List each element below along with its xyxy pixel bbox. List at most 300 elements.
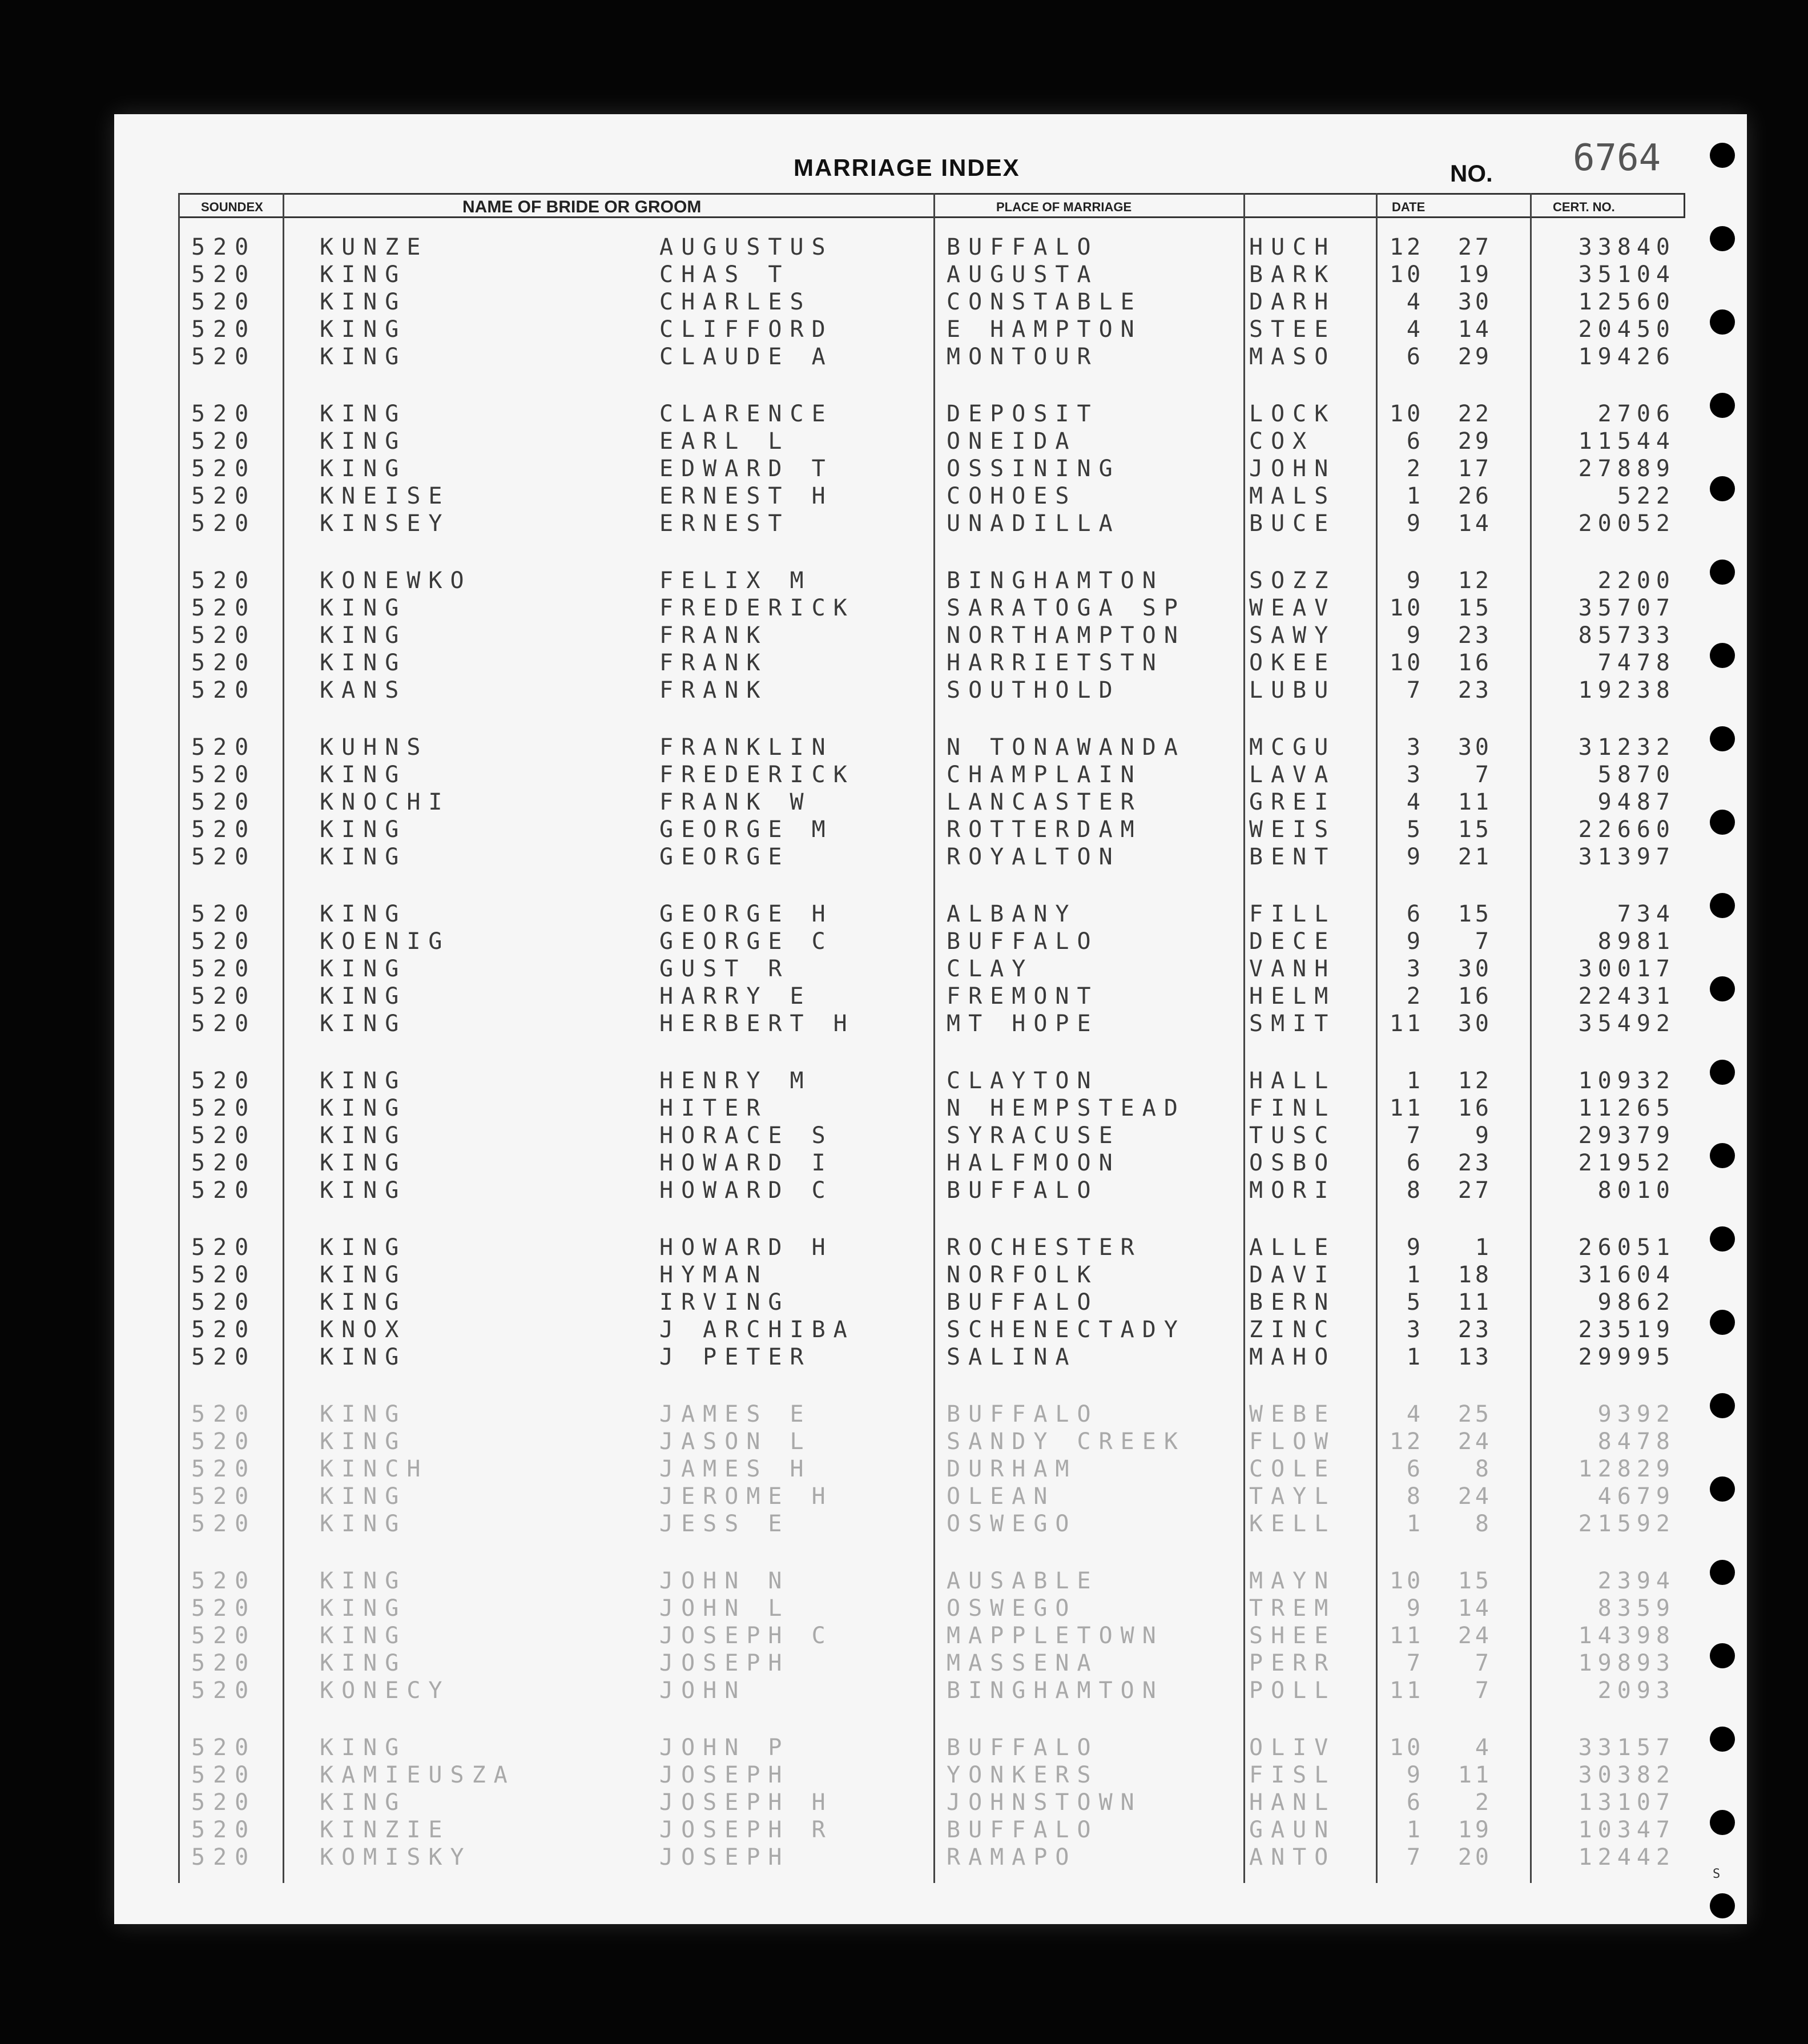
cell-place: BINGHAMTON [947, 568, 1164, 594]
cell-place: BUFFALO [947, 928, 1099, 955]
table-row [114, 344, 1747, 371]
column-header-bar [178, 193, 1685, 218]
punch-hole [1710, 1810, 1735, 1835]
card-number: 6764 [1573, 137, 1661, 179]
cell-given: HOWARD H [659, 1234, 833, 1261]
cell-day: 26 [1457, 483, 1492, 509]
cell-day: 12 [1457, 568, 1492, 594]
cell-sx: 520 [191, 1122, 257, 1149]
table-row [114, 568, 1747, 595]
cell-cert: 734 [1617, 901, 1676, 927]
cell-surname: KOENIG [320, 928, 450, 955]
cell-day: 24 [1457, 1429, 1492, 1455]
cell-surname: KONECY [320, 1677, 450, 1704]
cell-officiant: BARK [1249, 261, 1336, 288]
cell-given: JOSEPH [659, 1650, 790, 1676]
cell-officiant: COLE [1249, 1456, 1336, 1482]
cell-sx: 520 [191, 622, 257, 649]
cell-sx: 520 [191, 1262, 257, 1288]
cell-day: 16 [1457, 1095, 1492, 1121]
cell-month: 8 [1406, 1177, 1424, 1204]
table-row [114, 1677, 1747, 1705]
cell-given: JEROME H [659, 1483, 833, 1510]
cell-day: 27 [1457, 234, 1492, 260]
cell-surname: KOMISKY [320, 1844, 472, 1870]
cell-given: JOHN [659, 1677, 747, 1704]
table-row [114, 1456, 1747, 1483]
cell-day: 11 [1457, 789, 1492, 815]
cell-surname: KING [320, 1568, 407, 1594]
cell-sx: 520 [191, 1762, 257, 1788]
cell-cert: 8478 [1597, 1429, 1676, 1455]
cell-officiant: KELL [1249, 1511, 1336, 1537]
cell-day: 7 [1475, 762, 1492, 788]
cell-sx: 520 [191, 1677, 257, 1704]
cell-cert: 8359 [1597, 1595, 1676, 1621]
table-row [114, 1289, 1747, 1317]
cell-month: 11 [1390, 1677, 1424, 1704]
cell-place: BUFFALO [947, 234, 1099, 260]
table-row [114, 289, 1747, 316]
cell-sx: 520 [191, 1650, 257, 1676]
cell-place: OSSINING [947, 456, 1121, 482]
cell-officiant: LUBU [1249, 677, 1336, 703]
table-row [114, 789, 1747, 816]
cell-officiant: ALLE [1249, 1234, 1336, 1261]
punch-hole [1710, 893, 1735, 918]
cell-sx: 520 [191, 1095, 257, 1121]
cell-day: 29 [1457, 344, 1492, 370]
cell-month: 7 [1406, 1844, 1424, 1870]
cell-officiant: FLOW [1249, 1429, 1336, 1455]
cell-given: GEORGE M [659, 816, 833, 843]
punch-hole [1710, 143, 1735, 168]
cell-given: AUGUSTUS [659, 234, 833, 260]
cell-month: 7 [1406, 677, 1424, 703]
cell-surname: KINSEY [320, 510, 450, 537]
cell-cert: 30017 [1578, 956, 1676, 982]
cell-surname: KING [320, 1177, 407, 1204]
cell-given: CLAUDE A [659, 344, 833, 370]
cell-month: 12 [1390, 1429, 1424, 1455]
table-row [114, 1650, 1747, 1677]
cell-cert: 8981 [1597, 928, 1676, 955]
cell-given: JASON L [659, 1429, 812, 1455]
punch-hole [1710, 1727, 1735, 1752]
cell-given: JOSEPH R [659, 1817, 833, 1843]
cell-cert: 22431 [1578, 983, 1676, 1009]
cell-place: OLEAN [947, 1483, 1056, 1510]
cell-day: 14 [1457, 316, 1492, 343]
cell-given: GEORGE H [659, 901, 833, 927]
table-row [114, 595, 1747, 622]
cell-surname: KING [320, 344, 407, 370]
cell-cert: 35104 [1578, 261, 1676, 288]
cell-officiant: GREI [1249, 789, 1336, 815]
cell-sx: 520 [191, 1289, 257, 1315]
cert-header: CERT. NO. [1553, 200, 1615, 214]
cell-officiant: TUSC [1249, 1122, 1336, 1149]
table-row [114, 401, 1747, 428]
cell-surname: KNOCHI [320, 789, 450, 815]
cell-sx: 520 [191, 595, 257, 621]
cell-cert: 31604 [1578, 1262, 1676, 1288]
table-row [114, 1177, 1747, 1205]
cell-given: GUST R [659, 956, 790, 982]
cell-officiant: OLIV [1249, 1735, 1336, 1761]
cell-sx: 520 [191, 1401, 257, 1427]
cell-month: 1 [1406, 1817, 1424, 1843]
cell-sx: 520 [191, 1483, 257, 1510]
cell-given: JAMES E [659, 1401, 812, 1427]
table-row [114, 1844, 1747, 1872]
cell-sx: 520 [191, 316, 257, 343]
cell-officiant: COX [1249, 428, 1315, 454]
cell-given: FRANK [659, 677, 768, 703]
cell-given: JOHN N [659, 1568, 790, 1594]
cell-day: 1 [1475, 1234, 1492, 1261]
cell-place: LANCASTER [947, 789, 1142, 815]
cell-surname: KING [320, 622, 407, 649]
cell-sx: 520 [191, 1735, 257, 1761]
cell-given: J ARCHIBA [659, 1317, 855, 1343]
cell-month: 3 [1406, 762, 1424, 788]
cell-officiant: POLL [1249, 1677, 1336, 1704]
cell-place: BUFFALO [947, 1289, 1099, 1315]
cell-day: 9 [1475, 1122, 1492, 1149]
cell-place: CLAY [947, 956, 1034, 982]
table-row [114, 1789, 1747, 1817]
cell-officiant: WEIS [1249, 816, 1336, 843]
table-row [114, 234, 1747, 261]
cell-day: 8 [1475, 1456, 1492, 1482]
cell-month: 6 [1406, 1789, 1424, 1816]
number-label: NO. [1450, 160, 1493, 187]
cell-cert: 12560 [1578, 289, 1676, 315]
cell-given: HERBERT H [659, 1011, 855, 1037]
cell-day: 19 [1457, 1817, 1492, 1843]
cell-sx: 520 [191, 261, 257, 288]
cell-officiant: TREM [1249, 1595, 1336, 1621]
cell-month: 10 [1390, 261, 1424, 288]
cell-surname: KING [320, 762, 407, 788]
cell-surname: KING [320, 1595, 407, 1621]
cell-month: 4 [1406, 1401, 1424, 1427]
cell-day: 7 [1475, 1650, 1492, 1676]
cell-officiant: VANH [1249, 956, 1336, 982]
cell-month: 9 [1406, 1762, 1424, 1788]
cell-day: 15 [1457, 901, 1492, 927]
punch-hole [1710, 643, 1735, 668]
cell-place: SYRACUSE [947, 1122, 1121, 1149]
cell-day: 22 [1457, 401, 1492, 427]
cell-day: 23 [1457, 1150, 1492, 1176]
cell-surname: KING [320, 816, 407, 843]
cell-cert: 7478 [1597, 650, 1676, 676]
cell-day: 14 [1457, 510, 1492, 537]
cell-place: E HAMPTON [947, 316, 1142, 343]
cell-place: ROCHESTER [947, 1234, 1142, 1261]
cell-sx: 520 [191, 1511, 257, 1537]
cell-place: JOHNSTOWN [947, 1789, 1142, 1816]
cell-officiant: SHEE [1249, 1623, 1336, 1649]
cell-day: 29 [1457, 428, 1492, 454]
cell-place: SARATOGA SP [947, 595, 1186, 621]
cell-place: ROTTERDAM [947, 816, 1142, 843]
cell-day: 30 [1457, 289, 1492, 315]
table-row [114, 1011, 1747, 1038]
table-row [114, 1068, 1747, 1095]
cell-surname: KNOX [320, 1317, 407, 1343]
cell-surname: KING [320, 983, 407, 1009]
cell-month: 11 [1390, 1011, 1424, 1037]
date-header: DATE [1392, 200, 1426, 214]
cell-sx: 520 [191, 983, 257, 1009]
cell-sx: 520 [191, 650, 257, 676]
cell-sx: 520 [191, 1177, 257, 1204]
cell-officiant: FISL [1249, 1762, 1336, 1788]
cell-sx: 520 [191, 1456, 257, 1482]
cell-cert: 12442 [1578, 1844, 1676, 1870]
cell-given: GEORGE [659, 844, 790, 870]
cell-month: 9 [1406, 1234, 1424, 1261]
cell-day: 17 [1457, 456, 1492, 482]
cell-place: SOUTHOLD [947, 677, 1121, 703]
cell-place: BINGHAMTON [947, 1677, 1164, 1704]
cell-cert: 11544 [1578, 428, 1676, 454]
cell-officiant: SMIT [1249, 1011, 1336, 1037]
cell-month: 1 [1406, 1511, 1424, 1537]
cell-given: HOWARD C [659, 1177, 833, 1204]
cell-officiant: TAYL [1249, 1483, 1336, 1510]
cell-officiant: OKEE [1249, 650, 1336, 676]
cell-sx: 520 [191, 956, 257, 982]
cell-officiant: ANTO [1249, 1844, 1336, 1870]
cell-day: 21 [1457, 844, 1492, 870]
cell-day: 7 [1475, 928, 1492, 955]
name-header: NAME OF BRIDE OR GROOM [462, 198, 702, 216]
cell-cert: 13107 [1578, 1789, 1676, 1816]
cell-given: JOSEPH [659, 1762, 790, 1788]
table-row [114, 677, 1747, 705]
cell-day: 11 [1457, 1289, 1492, 1315]
cell-surname: KNEISE [320, 483, 450, 509]
cell-cert: 29995 [1578, 1344, 1676, 1370]
cell-place: ROYALTON [947, 844, 1121, 870]
cell-cert: 33840 [1578, 234, 1676, 260]
cell-officiant: SOZZ [1249, 568, 1336, 594]
cell-day: 4 [1475, 1735, 1492, 1761]
cell-given: HARRY E [659, 983, 812, 1009]
punch-hole [1710, 226, 1735, 251]
cell-officiant: HANL [1249, 1789, 1336, 1816]
page-title: MARRIAGE INDEX [794, 154, 1020, 181]
cell-officiant: LOCK [1249, 401, 1336, 427]
table-row [114, 1150, 1747, 1177]
cell-officiant: ZINC [1249, 1317, 1336, 1343]
cell-day: 16 [1457, 983, 1492, 1009]
cell-officiant: MALS [1249, 483, 1336, 509]
cell-given: FRANKLIN [659, 734, 833, 761]
table-row [114, 844, 1747, 871]
cell-surname: KING [320, 1234, 407, 1261]
cell-given: CHAS T [659, 261, 790, 288]
cell-cert: 20052 [1578, 510, 1676, 537]
cell-surname: KING [320, 650, 407, 676]
cell-cert: 35707 [1578, 595, 1676, 621]
cell-day: 15 [1457, 816, 1492, 843]
table-row [114, 1483, 1747, 1511]
table-row [114, 1735, 1747, 1762]
punch-hole [1710, 1560, 1735, 1585]
cell-place: CLAYTON [947, 1068, 1099, 1094]
cell-sx: 520 [191, 1344, 257, 1370]
punch-hole [1710, 726, 1735, 751]
cell-sx: 520 [191, 428, 257, 454]
cell-place: SCHENECTADY [947, 1317, 1186, 1343]
cell-given: HORACE S [659, 1122, 833, 1149]
table-row [114, 510, 1747, 538]
cell-day: 23 [1457, 1317, 1492, 1343]
table-row [114, 428, 1747, 456]
cell-sx: 520 [191, 1429, 257, 1455]
cell-month: 12 [1390, 234, 1424, 260]
punch-hole [1710, 1476, 1735, 1502]
cell-given: HITER [659, 1095, 768, 1121]
cell-cert: 5870 [1597, 762, 1676, 788]
cell-given: HYMAN [659, 1262, 768, 1288]
cell-month: 1 [1406, 1262, 1424, 1288]
cell-place: YONKERS [947, 1762, 1099, 1788]
cell-given: FELIX M [659, 568, 812, 594]
cell-sx: 520 [191, 816, 257, 843]
cell-given: HENRY M [659, 1068, 812, 1094]
table-row [114, 316, 1747, 344]
cell-month: 7 [1406, 1122, 1424, 1149]
cell-surname: KUNZE [320, 234, 429, 260]
cell-month: 1 [1406, 1344, 1424, 1370]
cell-given: FRANK [659, 622, 768, 649]
cell-officiant: MORI [1249, 1177, 1336, 1204]
cell-day: 20 [1457, 1844, 1492, 1870]
cell-place: MASSENA [947, 1650, 1099, 1676]
cell-sx: 520 [191, 568, 257, 594]
cell-cert: 2706 [1597, 401, 1676, 427]
cell-surname: KING [320, 595, 407, 621]
cell-month: 6 [1406, 344, 1424, 370]
cell-place: N TONAWANDA [947, 734, 1186, 761]
cell-place: UNADILLA [947, 510, 1121, 537]
cell-surname: KING [320, 1095, 407, 1121]
cell-cert: 4679 [1597, 1483, 1676, 1510]
cell-day: 23 [1457, 677, 1492, 703]
cell-officiant: MCGU [1249, 734, 1336, 761]
cell-day: 7 [1475, 1677, 1492, 1704]
cell-place: DEPOSIT [947, 401, 1099, 427]
cell-day: 23 [1457, 622, 1492, 649]
cell-month: 10 [1390, 1735, 1424, 1761]
cell-sx: 520 [191, 677, 257, 703]
cell-cert: 2200 [1597, 568, 1676, 594]
punch-hole [1710, 1643, 1735, 1668]
cell-given: JOSEPH H [659, 1789, 833, 1816]
cell-sx: 520 [191, 789, 257, 815]
cell-cert: 20450 [1578, 316, 1676, 343]
table-row [114, 650, 1747, 677]
cell-month: 6 [1406, 1456, 1424, 1482]
cell-officiant: MAHO [1249, 1344, 1336, 1370]
cell-officiant: SAWY [1249, 622, 1336, 649]
cell-given: CLIFFORD [659, 316, 833, 343]
cell-place: NORTHAMPTON [947, 622, 1186, 649]
cell-cert: 2394 [1597, 1568, 1676, 1594]
cell-cert: 21592 [1578, 1511, 1676, 1537]
footer-mark: S [1713, 1867, 1721, 1881]
cell-month: 11 [1390, 1095, 1424, 1121]
cell-cert: 35492 [1578, 1011, 1676, 1037]
cell-month: 2 [1406, 983, 1424, 1009]
cell-surname: KING [320, 1122, 407, 1149]
cell-sx: 520 [191, 1068, 257, 1094]
cell-given: JOHN L [659, 1595, 790, 1621]
cell-given: J PETER [659, 1344, 812, 1370]
cell-cert: 14398 [1578, 1623, 1676, 1649]
cell-day: 15 [1457, 1568, 1492, 1594]
cell-surname: KING [320, 1068, 407, 1094]
cell-place: OSWEGO [947, 1511, 1077, 1537]
cell-sx: 520 [191, 401, 257, 427]
cell-place: HARRIETSTN [947, 650, 1164, 676]
punch-hole [1710, 1893, 1735, 1918]
table-row [114, 1401, 1747, 1429]
cell-officiant: FILL [1249, 901, 1336, 927]
cell-sx: 520 [191, 1234, 257, 1261]
cell-place: N HEMPSTEAD [947, 1095, 1186, 1121]
cell-day: 8 [1475, 1511, 1492, 1537]
cell-place: RAMAPO [947, 1844, 1077, 1870]
cell-place: AUGUSTA [947, 261, 1099, 288]
cell-place: BUFFALO [947, 1177, 1099, 1204]
punch-hole [1710, 309, 1735, 335]
cell-officiant: DARH [1249, 289, 1336, 315]
cell-place: HALFMOON [947, 1150, 1121, 1176]
cell-place: BUFFALO [947, 1817, 1099, 1843]
table-row [114, 261, 1747, 289]
cell-day: 30 [1457, 734, 1492, 761]
cell-place: MAPPLETOWN [947, 1623, 1164, 1649]
cell-day: 24 [1457, 1623, 1492, 1649]
cell-sx: 520 [191, 1817, 257, 1843]
cell-month: 9 [1406, 844, 1424, 870]
cell-given: JOSEPH C [659, 1623, 833, 1649]
punch-hole [1710, 560, 1735, 585]
cell-month: 7 [1406, 1650, 1424, 1676]
cell-given: FRANK W [659, 789, 812, 815]
cell-month: 9 [1406, 510, 1424, 537]
punch-hole [1710, 1143, 1735, 1168]
cell-sx: 520 [191, 844, 257, 870]
cell-given: ERNEST H [659, 483, 833, 509]
cell-surname: KING [320, 401, 407, 427]
cell-surname: KINCH [320, 1456, 429, 1482]
cell-surname: KING [320, 1401, 407, 1427]
punch-hole [1710, 393, 1735, 418]
cell-sx: 520 [191, 1317, 257, 1343]
cell-day: 14 [1457, 1595, 1492, 1621]
punch-hole [1710, 810, 1735, 835]
cell-surname: KING [320, 1289, 407, 1315]
cell-sx: 520 [191, 1011, 257, 1037]
